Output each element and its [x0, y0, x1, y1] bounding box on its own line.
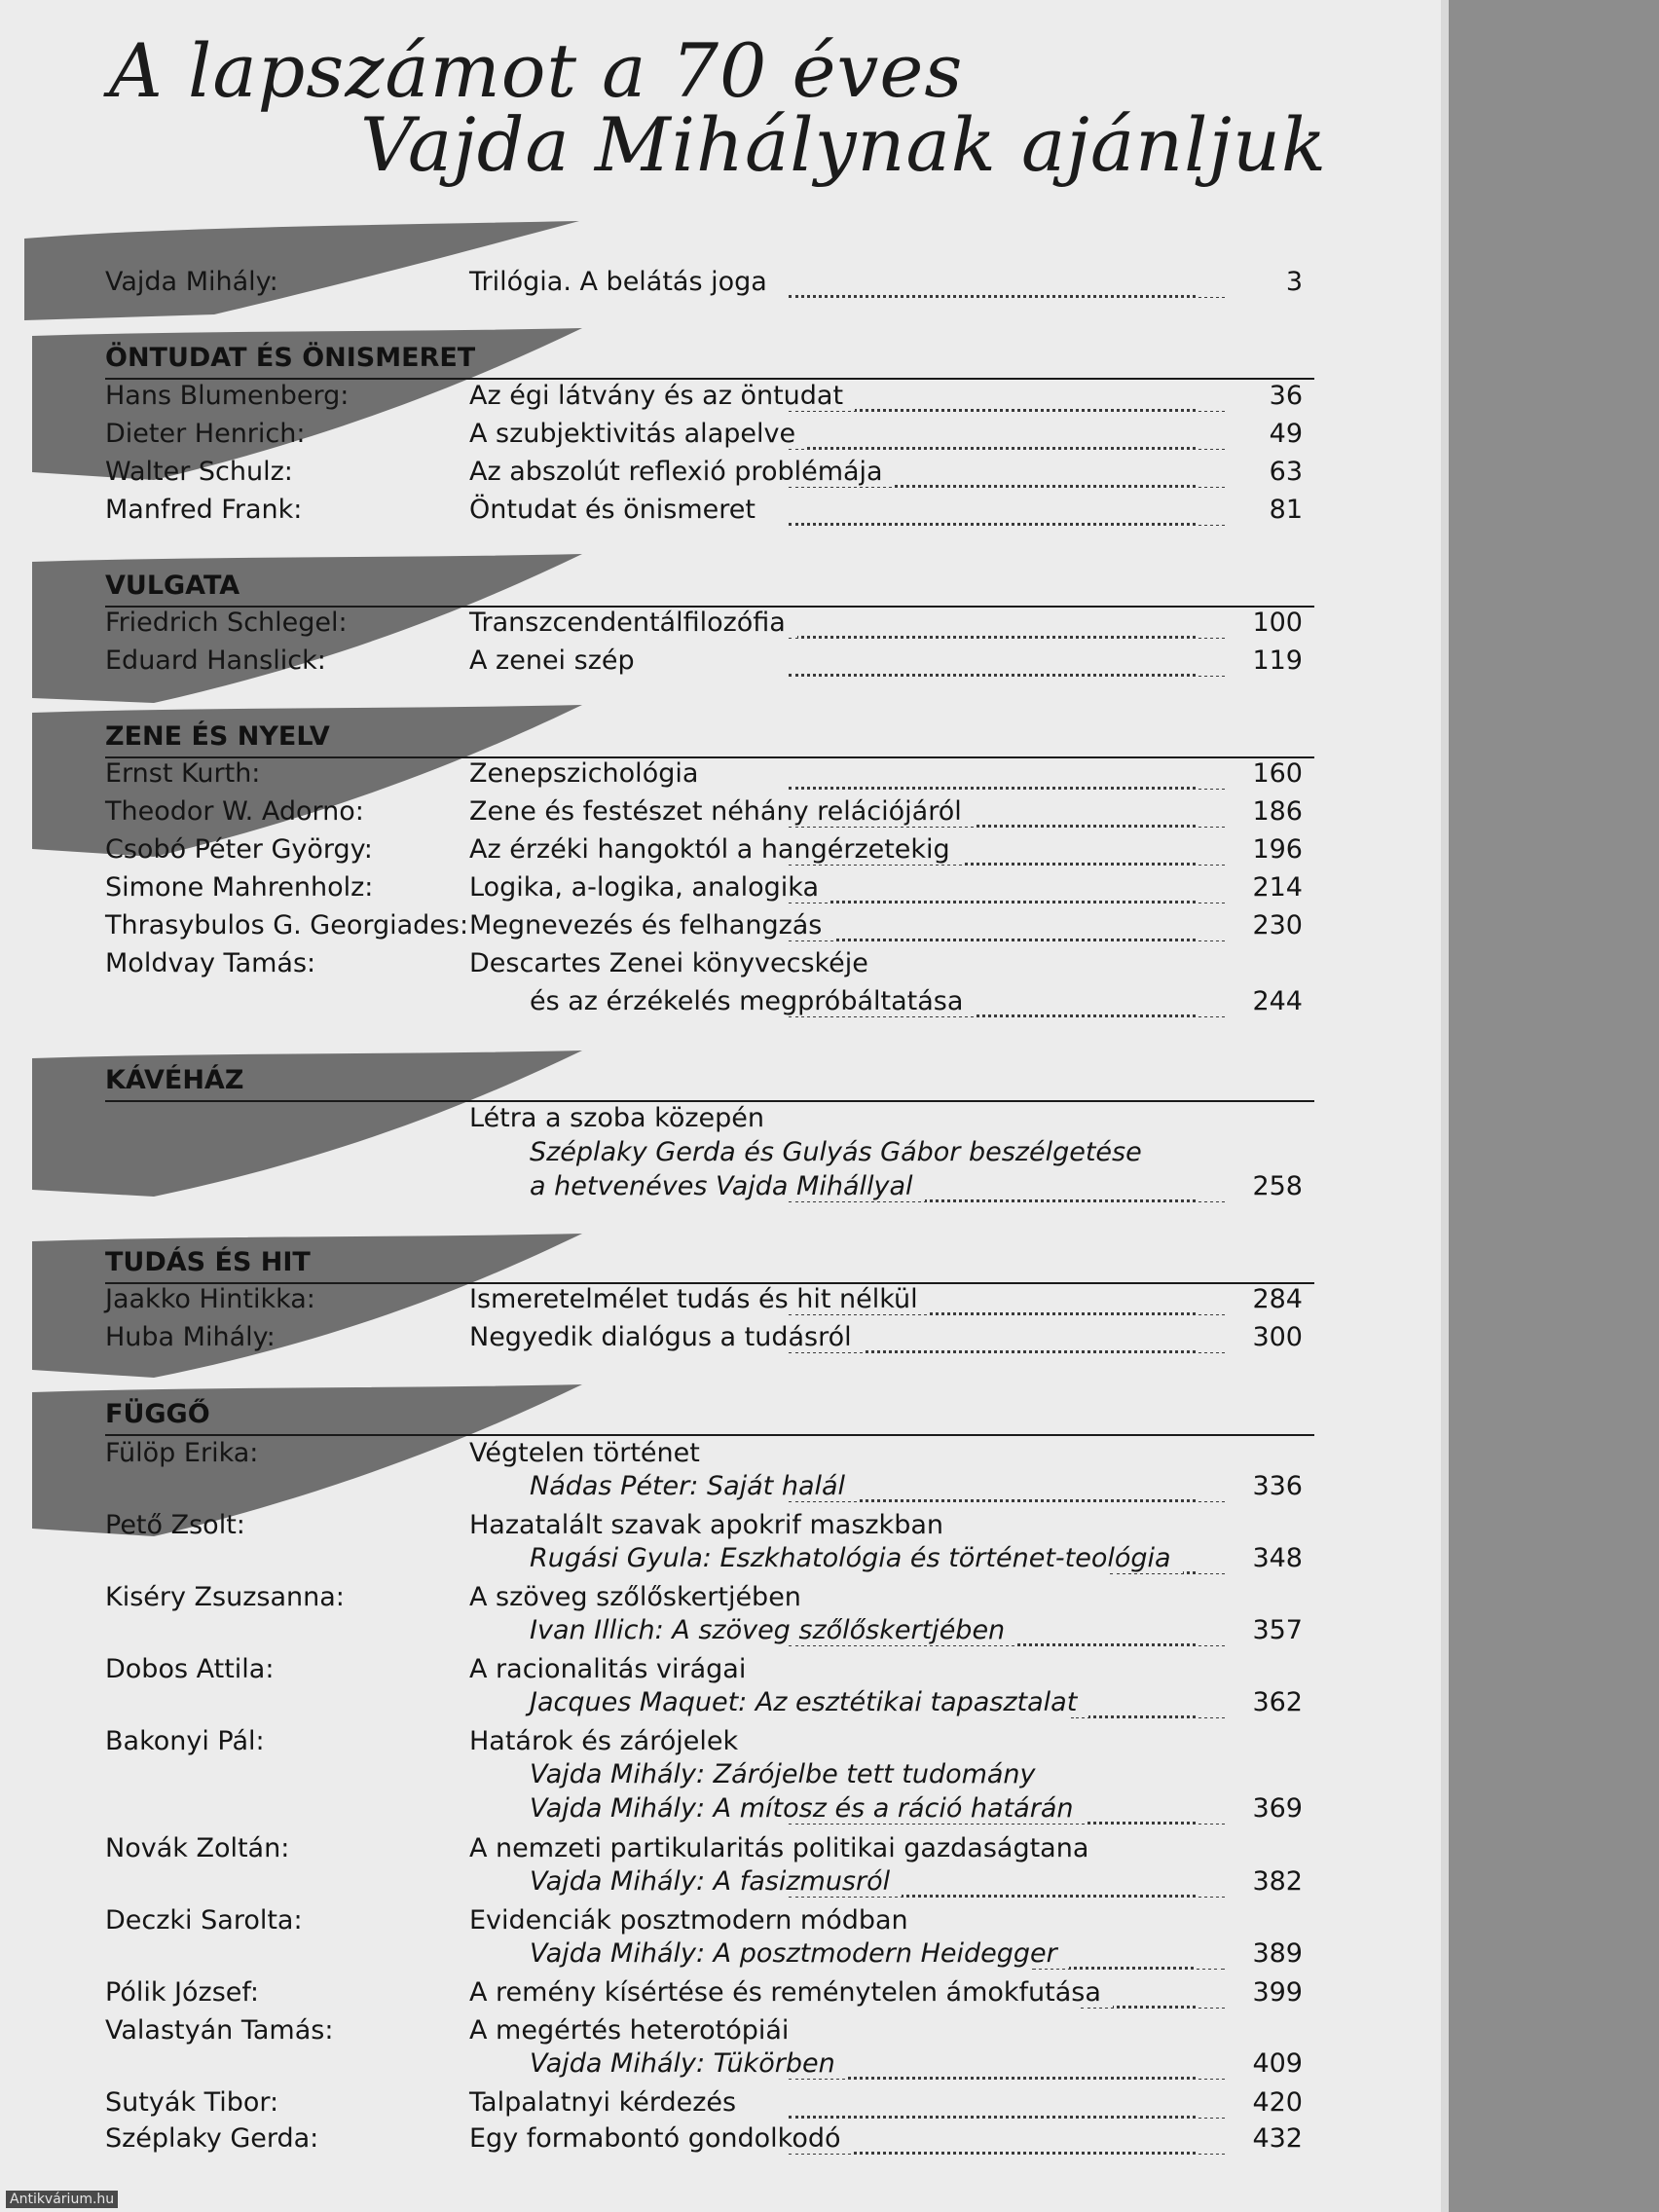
entry-author: Dieter Henrich: [105, 419, 306, 449]
entry-title: Zenepszichológia [469, 758, 710, 789]
entry-title: A zenei szép [469, 645, 646, 676]
toc-entry [0, 834, 1449, 871]
toc-entry-continuation [0, 1471, 1449, 1508]
toc-entry [0, 645, 1449, 682]
entry-page: 258 [1196, 1171, 1303, 1201]
entry-title: Létra a szoba közepén [469, 1103, 776, 1133]
dot-leader [789, 787, 1225, 790]
toc-entry [0, 796, 1449, 833]
dot-leader [789, 674, 1225, 677]
entry-page: 230 [1196, 910, 1303, 940]
toc-entry [0, 1510, 1449, 1547]
dot-leader [789, 636, 1225, 639]
entry-subtitle: Vajda Mihály: A mítosz és a ráció határán [530, 1793, 1085, 1824]
entry-title: A nemzeti partikularitás politikai gazdaságtana [469, 1833, 1100, 1863]
entry-author: Pólik József: [105, 1977, 260, 2008]
dot-leader [789, 939, 1225, 941]
entry-page: 49 [1196, 419, 1303, 449]
entry-title: A remény kísértése és reménytelen ámokfutása [469, 1977, 1113, 2008]
entry-author: Huba Mihály: [105, 1322, 276, 1352]
entry-author: Csobó Péter György: [105, 834, 373, 865]
dedication-line-1: A lapszámot a 70 éves [109, 27, 964, 114]
entry-author: Theodor W. Adorno: [105, 796, 364, 827]
entry-author: Simone Mahrenholz: [105, 872, 374, 903]
toc-entry [0, 381, 1449, 418]
toc-entry [0, 608, 1449, 645]
dot-leader [789, 901, 1225, 903]
section-label: FÜGGŐ [105, 1399, 210, 1429]
toc-entry-continuation [0, 1793, 1449, 1830]
entry-subtitle: Ivan Illich: A szöveg szőlőskertjében [530, 1615, 1016, 1645]
entry-author: Hans Blumenberg: [105, 381, 350, 411]
toc-entry [0, 2123, 1449, 2160]
section-rule [105, 378, 1314, 380]
toc-entry-continuation [0, 1171, 1449, 1208]
entry-subtitle: Vajda Mihály: Zárójelbe tett tudomány [530, 1759, 1048, 1789]
entry-page: 186 [1196, 796, 1303, 827]
entry-author: Thrasybulos G. Georgiades: [105, 910, 469, 940]
entry-title: Evidenciák posztmodern módban [469, 1905, 920, 1936]
toc-entry [0, 1654, 1449, 1691]
entry-subtitle: Vajda Mihály: A fasizmusról [530, 1866, 902, 1897]
section-label: ÖNTUDAT ÉS ÖNISMERET [105, 343, 476, 373]
toc-entry [0, 1284, 1449, 1321]
toc-entry [0, 1322, 1449, 1359]
entry-author: Vajda Mihály: [105, 267, 278, 297]
entry-title: Hazatalált szavak apokrif maszkban [469, 1510, 955, 1540]
entry-title: Az érzéki hangoktól a hangérzetekig [469, 834, 962, 865]
dot-leader [789, 2077, 1225, 2080]
toc-entry-continuation [0, 1687, 1449, 1724]
entry-title: Az égi látvány és az öntudat [469, 381, 855, 411]
toc-entry [0, 419, 1449, 456]
toc-entry [0, 872, 1449, 909]
entry-author: Pető Zsolt: [105, 1510, 245, 1540]
entry-title: Öntudat és önismeret [469, 495, 767, 525]
entry-title: Logika, a-logika, analogika [469, 872, 830, 903]
toc-entry [0, 1103, 1449, 1140]
entry-page: 63 [1196, 457, 1303, 487]
entry-page: 362 [1196, 1687, 1303, 1717]
entry-title: Transzcendentálfilozófia [469, 608, 797, 638]
toc-entry-continuation [0, 1615, 1449, 1652]
entry-page: 389 [1196, 1938, 1303, 1969]
source-watermark: Antikvárium.hu [6, 2191, 118, 2208]
entry-page: 336 [1196, 1471, 1303, 1501]
section-label: KÁVÉHÁZ [105, 1065, 244, 1095]
toc-entry-continuation [0, 2048, 1449, 2085]
entry-author: Deczki Sarolta: [105, 1905, 303, 1936]
dot-leader [789, 295, 1225, 298]
entry-page: 382 [1196, 1866, 1303, 1897]
entry-title: A szöveg szőlőskertjében [469, 1582, 813, 1612]
entry-author: Eduard Hanslick: [105, 645, 326, 676]
entry-author: Sutyák Tibor: [105, 2087, 279, 2118]
entry-subtitle: Rugási Gyula: Eszkhatológia és történet-teológia [530, 1543, 1183, 1573]
entry-page: 36 [1196, 381, 1303, 411]
entry-page: 160 [1196, 758, 1303, 789]
entry-page: 409 [1196, 2048, 1303, 2079]
entry-page: 196 [1196, 834, 1303, 865]
entry-author: Moldvay Tamás: [105, 948, 316, 978]
entry-title: Végtelen történet [469, 1438, 712, 1468]
entry-title: Trilógia. A belátás joga [469, 267, 779, 297]
entry-page: 100 [1196, 608, 1303, 638]
entry-author: Bakonyi Pál: [105, 1726, 265, 1756]
entry-title: Ismeretelmélet tudás és hit nélkül [469, 1284, 930, 1314]
entry-subtitle: Vajda Mihály: Tükörben [530, 2048, 847, 2079]
section-rule [105, 1434, 1314, 1436]
entry-subtitle: Széplaky Gerda és Gulyás Gábor beszélgetése [530, 1137, 1154, 1167]
entry-title: Az abszolút reflexió problémája [469, 457, 895, 487]
toc-entry [0, 2087, 1449, 2124]
dot-leader [789, 2152, 1225, 2155]
entry-subtitle: Vajda Mihály: A posztmodern Heidegger [530, 1938, 1069, 1969]
dot-leader [789, 523, 1225, 526]
toc-entry [0, 1726, 1449, 1763]
entry-author: Kiséry Zsuzsanna: [105, 1582, 345, 1612]
entry-author: Friedrich Schlegel: [105, 608, 348, 638]
toc-entry-continuation [0, 1137, 1449, 1174]
entry-page: 244 [1196, 986, 1303, 1016]
entry-title: A szubjektivitás alapelve [469, 419, 807, 449]
entry-subtitle: a hetvenéves Vajda Mihállyal [530, 1171, 925, 1201]
entry-author: Walter Schulz: [105, 457, 293, 487]
entry-page: 300 [1196, 1322, 1303, 1352]
toc-entry-continuation [0, 1543, 1449, 1580]
entry-title: A racionalitás virágai [469, 1654, 757, 1684]
entry-title: Zene és festészet néhány relációjáról [469, 796, 974, 827]
toc-entry [0, 948, 1449, 985]
dedication-line-2: Vajda Mihálynak ajánljuk [360, 101, 1327, 188]
toc-entry [0, 910, 1449, 947]
entry-author: Fülöp Erika: [105, 1438, 259, 1468]
toc-entry [0, 758, 1449, 795]
toc-entry [0, 1905, 1449, 1942]
entry-page: 357 [1196, 1615, 1303, 1645]
entry-author: Manfred Frank: [105, 495, 303, 525]
section-label: VULGATA [105, 571, 240, 601]
entry-author: Valastyán Tamás: [105, 2015, 334, 2046]
entry-page: 399 [1196, 1977, 1303, 2008]
section-label: TUDÁS ÉS HIT [105, 1247, 311, 1277]
entry-title: Megnevezés és felhangzás [469, 910, 833, 940]
dot-leader [789, 2116, 1225, 2119]
entry-title: Határok és zárójelek [469, 1726, 750, 1756]
entry-subtitle: és az érzékelés megpróbáltatása [530, 986, 975, 1016]
entry-author: Dobos Attila: [105, 1654, 275, 1684]
toc-entry-continuation [0, 1759, 1449, 1796]
toc-entry-continuation [0, 1938, 1449, 1975]
section-rule [105, 1100, 1314, 1102]
entry-page: 369 [1196, 1793, 1303, 1824]
entry-page: 284 [1196, 1284, 1303, 1314]
toc-entry [0, 1582, 1449, 1619]
entry-subtitle: Jacques Maquet: Az esztétikai tapasztalat [530, 1687, 1088, 1717]
entry-page: 81 [1196, 495, 1303, 525]
toc-entry-continuation [0, 986, 1449, 1023]
entry-author: Novák Zoltán: [105, 1833, 290, 1863]
toc-entry [0, 457, 1449, 494]
entry-page: 420 [1196, 2087, 1303, 2118]
entry-page: 432 [1196, 2123, 1303, 2154]
entry-title: Descartes Zenei könyvecskéje [469, 948, 880, 978]
toc-entry-continuation [0, 1866, 1449, 1903]
entry-title: Egy formabontó gondolkodó [469, 2123, 853, 2154]
entry-page: 3 [1196, 267, 1303, 297]
entry-title: Negyedik dialógus a tudásról [469, 1322, 864, 1352]
section-label: ZENE ÉS NYELV [105, 721, 330, 752]
toc-entry [0, 495, 1449, 532]
dot-leader [789, 447, 1225, 450]
entry-subtitle: Nádas Péter: Saját halál [530, 1471, 857, 1501]
entry-page: 214 [1196, 872, 1303, 903]
toc-entry [0, 1833, 1449, 1870]
entry-page: 119 [1196, 645, 1303, 676]
toc-entry [0, 1977, 1449, 2014]
toc-entry [0, 1438, 1449, 1475]
background-surface [1449, 0, 1659, 2212]
toc-entry-opening [0, 267, 1449, 304]
entry-author: Széplaky Gerda: [105, 2123, 319, 2154]
entry-title: A megértés heterotópiái [469, 2015, 800, 2046]
entry-title: Talpalatnyi kérdezés [469, 2087, 748, 2118]
toc-entry [0, 2015, 1449, 2052]
entry-author: Jaakko Hintikka: [105, 1284, 315, 1314]
entry-author: Ernst Kurth: [105, 758, 261, 789]
entry-page: 348 [1196, 1543, 1303, 1573]
